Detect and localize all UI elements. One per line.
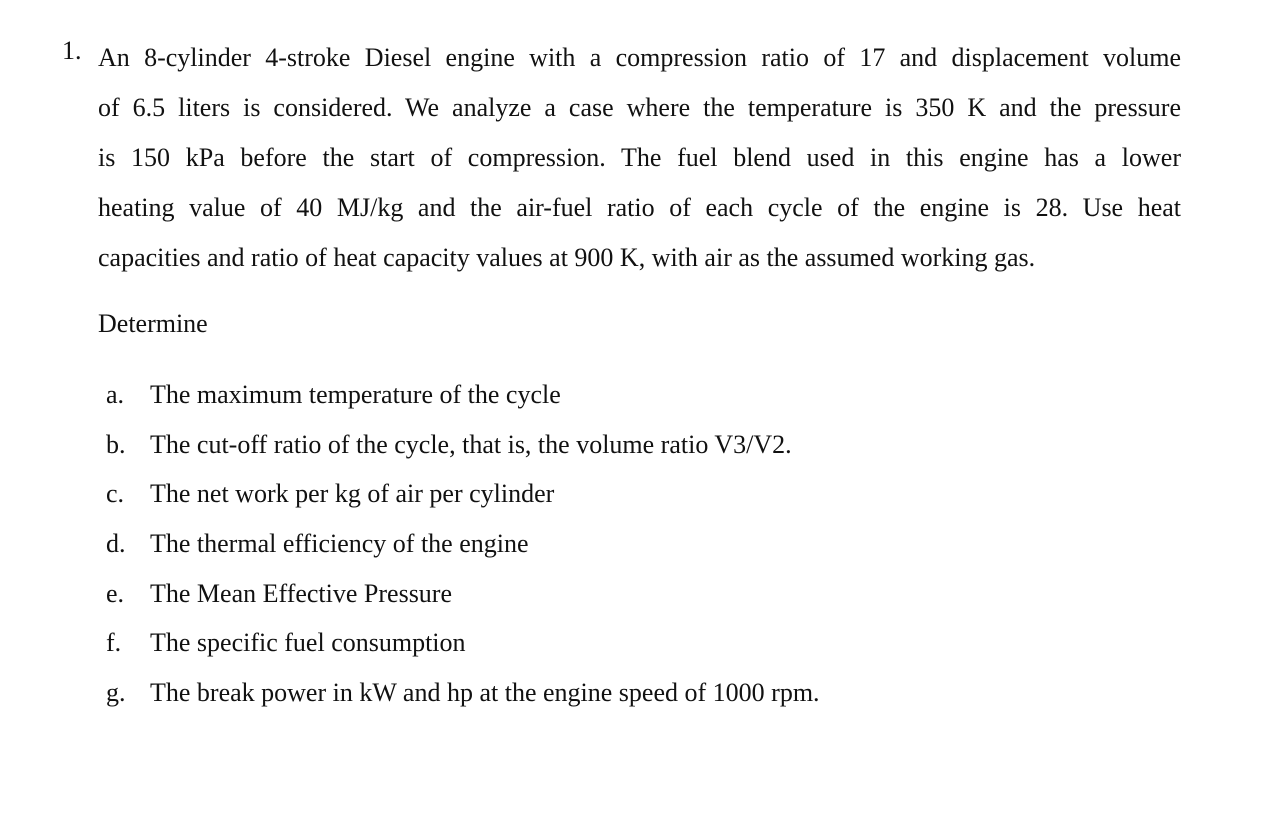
item-text: The net work per kg of air per cylinder — [150, 479, 555, 509]
item-letter: f. — [106, 628, 122, 658]
statement-line: An 8-cylinder 4-stroke Diesel engine with a compression ratio of 17 and displacement volume — [98, 43, 1181, 72]
problem-number: 1. — [62, 36, 82, 65]
item-text: The specific fuel consumption — [150, 628, 466, 658]
item-letter: d. — [106, 529, 126, 559]
item-text: The Mean Effective Pressure — [150, 578, 453, 608]
item-letter: b. — [106, 429, 126, 459]
item-letter: e. — [106, 578, 125, 608]
item-text: The thermal efficiency of the engine — [150, 529, 529, 559]
statement-line: capacities and ratio of heat capacity values at 900 K, with air as the assumed working gas. — [98, 243, 1036, 272]
item-letter: c. — [106, 479, 125, 509]
problem-statement — [98, 33, 1181, 283]
statement-line: is 150 kPa before the start of compression. The fuel blend used in this engine has a lower — [98, 143, 1181, 172]
statement-line: heating value of 40 MJ/kg and the air-fuel ratio of each cycle of the engine is 28. Use heat — [98, 193, 1181, 222]
item-letter: a. — [106, 380, 125, 409]
statement-line: of 6.5 liters is considered. We analyze a case where the temperature is 350 K and the pressure — [98, 93, 1181, 122]
item-text: The break power in kW and hp at the engine speed of 1000 rpm. — [150, 678, 820, 708]
item-text: The maximum temperature of the cycle — [150, 380, 561, 409]
item-text: The cut-off ratio of the cycle, that is, the volume ratio V3/V2. — [150, 429, 792, 459]
item-letter: g. — [106, 678, 126, 708]
determine-label: Determine — [98, 309, 208, 338]
